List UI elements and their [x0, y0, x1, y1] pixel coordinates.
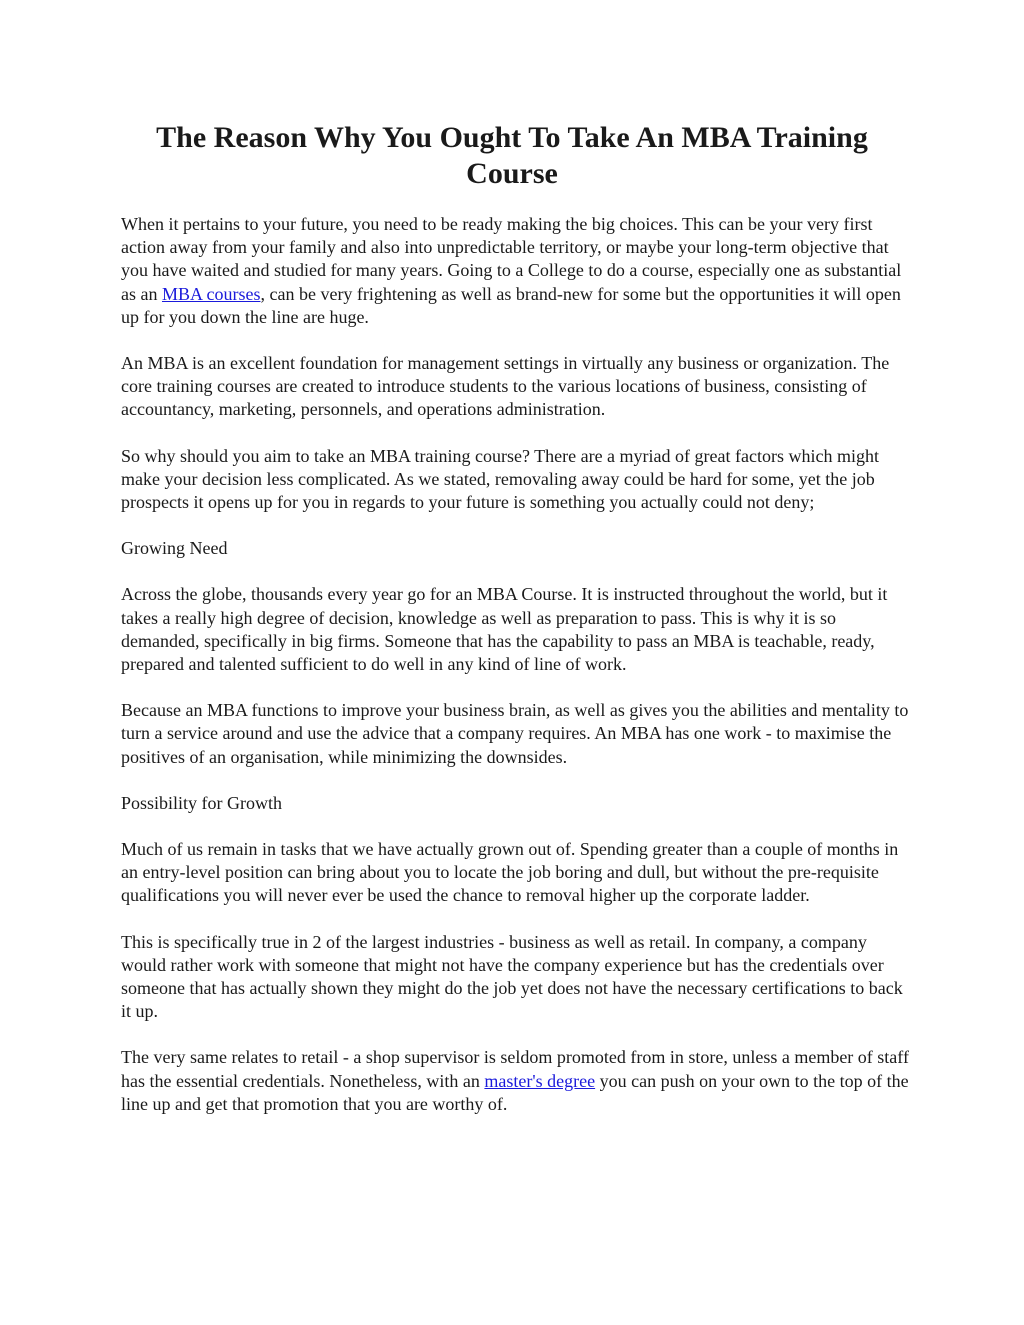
paragraph-text: you can push on your own to the top of the line up and get that promotion that you are worthy of. — [121, 1070, 909, 1114]
paragraph-grown-out: Much of us remain in tasks that we have actually grown out of. Spending greater than a couple of months in an entry-level position can bring about you to locate the job boring and dull, but without the pre-requisite qualifications you will never ever be used the chance to removal higher up the corporate ladder. — [121, 839, 899, 906]
paragraph-why-take-mba: So why should you aim to take an MBA training course? There are a myriad of great factors which might make your decision less complicated. As we stated, removaling away could be hard for some, yet the job prospects it opens up for you in regards to your future is something you actually could not deny; — [121, 445, 879, 513]
section-heading-possibility-growth: Possibility for Growth — [121, 792, 283, 813]
paragraph-largest-industries: This is specifically true in 2 of the largest industries - business as well as retail. In company, a company would rather work with someone that might not have the company experience but has the credentials over someone that has actually shown they might do the job yet does not have the necessary certifications to back it up. — [121, 931, 903, 1022]
paragraph-intro — [121, 213, 911, 329]
paragraph-text: The very same relates to retail - a shop supervisor is seldom promoted from in store, unless a member of staff has the essential credentials. Nonetheless, with an — [121, 1047, 909, 1091]
paragraph-mba-foundation: An MBA is an excellent foundation for management settings in virtually any business or organization. The core training courses are created to introduce students to the various locations of business, consisting of accountancy, marketing, personnels, and operations administration. — [121, 353, 890, 420]
section-heading-growing-need: Growing Need — [121, 538, 228, 559]
masters-degree-link[interactable]: master's degree — [484, 1070, 596, 1091]
mba-courses-link[interactable]: MBA courses — [161, 283, 261, 304]
paragraph-text: When it pertains to your future, you need to be ready making the big choices. This can be your very first action away from your family and also into unpredictable territory, or maybe your long-term objective that you have waited and studied for many years. Going to a College to do a course, especially one as substantial as an — [121, 214, 902, 304]
paragraph-across-globe: Across the globe, thousands every year go for an MBA Course. It is instructed throughout the world, but it takes a really high degree of decision, knowledge as well as preparation to pass. This is why it is so demanded, specifically in big firms. Someone that has the capability to pass an MBA is teachable, ready, prepared and talented sufficient to do well in any kind of line of work. — [121, 584, 888, 675]
paragraph-business-brain: Because an MBA functions to improve your business brain, as well as gives you the abilities and mentality to turn a service around and use the advice that a company requires. An MBA has one work - to maximise the positives of an organisation, while minimizing the downsides. — [121, 700, 909, 767]
document-title: The Reason Why You Ought To Take An MBA Training Course — [156, 121, 868, 190]
document-body — [121, 213, 911, 1139]
paragraph-text: , can be very frightening as well as brand-new for some but the opportunities it will open up for you down the line are huge. — [121, 283, 901, 327]
paragraph-retail — [121, 1046, 911, 1116]
